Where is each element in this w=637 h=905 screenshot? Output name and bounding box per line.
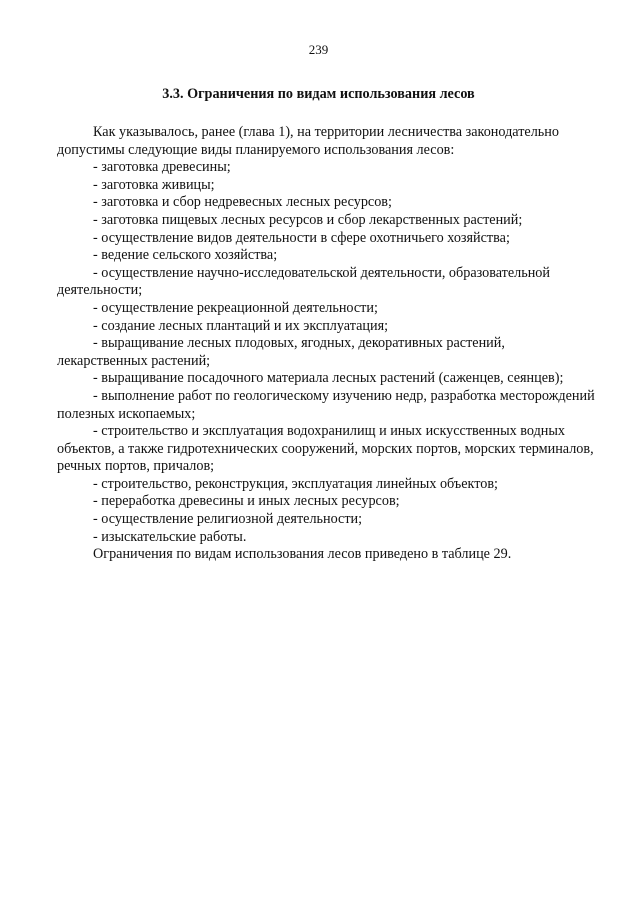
list-item: - выращивание посадочного материала лесных растений (саженцев, сеянцев); <box>93 370 564 387</box>
list-item: - заготовка живицы; <box>93 176 215 193</box>
list-item: - осуществление рекреационной деятельности; <box>93 299 378 316</box>
list-item: - заготовка и сбор недревесных лесных ресурсов; <box>93 194 392 211</box>
list-item: - выращивание лесных плодовых, ягодных, декоративных растений, лекарственных растений; <box>57 335 505 369</box>
list-item: - осуществление научно-исследовательской деятельности, образовательной деятельности; <box>57 264 550 299</box>
list-item: - создание лесных плантаций и их эксплуатация; <box>93 317 389 334</box>
list-item: - ведение сельского хозяйства; <box>93 247 278 264</box>
page-number: 239 <box>308 42 329 57</box>
intro-paragraph: Как указывалось, ранее (глава 1), на территории лесничества законодательно допустимы следующие виды планируемого использования лесов: <box>57 124 559 158</box>
list-item: - выполнение работ по геологическому изучению недр, разработка месторождений полезных ископаемых; <box>57 387 595 422</box>
closing-paragraph: Ограничения по видам использования лесов приведено в таблице 29. <box>93 546 512 563</box>
list-item: - строительство и эксплуатация водохранилищ и иных искусственных водных объектов, а также гидротехнических сооружений, морских портов, морских терминалов, речных портов, причалов; <box>57 423 594 475</box>
list-item: - осуществление видов деятельности в сфере охотничьего хозяйства; <box>93 229 510 246</box>
list-item: - строительство, реконструкция, эксплуатация линейных объектов; <box>93 475 498 492</box>
body-text <box>57 124 597 564</box>
list-item: - осуществление религиозной деятельности; <box>93 511 363 528</box>
list-item: - заготовка древесины; <box>93 159 231 176</box>
section-heading: 3.3. Ограничения по видам использования лесов <box>162 86 475 102</box>
list-item: - заготовка пищевых лесных ресурсов и сбор лекарственных растений; <box>93 211 523 228</box>
list-item: - переработка древесины и иных лесных ресурсов; <box>93 493 400 510</box>
list-item: - изыскательские работы. <box>93 528 247 545</box>
